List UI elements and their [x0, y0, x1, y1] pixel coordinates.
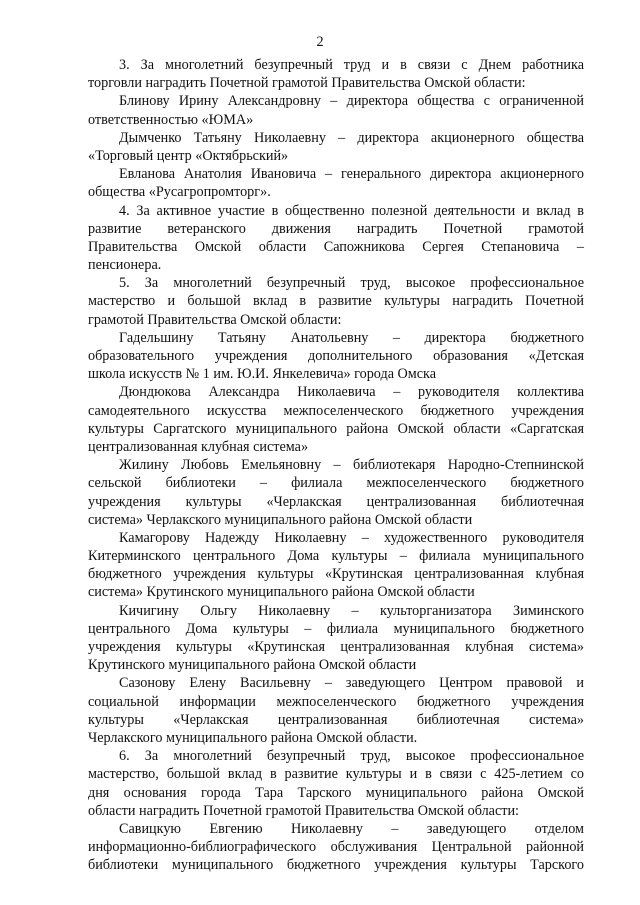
text-line: развитие ветеранского движения наградить Почетной грамотой — [88, 220, 584, 237]
text-line: мастерство и большой вклад в развитие культуры наградить Почетной — [88, 293, 584, 310]
text-line: Савицкую Евгению Николаевну – заведующего отделом — [119, 820, 584, 837]
text-line: библиотеки муниципального бюджетного учреждения культуры Тарского — [88, 857, 584, 874]
text-line: Дюндюкова Александра Николаевича – руководителя коллектива — [119, 384, 584, 401]
text-line: Жилину Любовь Емельяновну – библиотекаря Народно-Степнинской — [119, 457, 584, 474]
text-line: 6. За многолетний безупречный труд, высокое профессиональное — [119, 748, 584, 765]
text-line: бюджетного учреждения культуры «Крутинская централизованная клубная — [88, 566, 584, 583]
text-line: Евланова Анатолия Ивановича – генерального директора акционерного — [119, 166, 584, 183]
text-line: грамотой Правительства Омской области: — [88, 311, 342, 328]
text-line: Дымченко Татьяну Николаевну – директора акционерного общества — [119, 129, 584, 146]
text-line: ответственностью «ЮМА» — [88, 111, 254, 128]
text-line: школа искусств № 1 им. Ю.И. Янкелевича» города Омска — [88, 366, 437, 383]
text-line: система» Черлакского муниципального района Омской области — [88, 511, 473, 528]
text-line: система» Крутинского муниципального района Омской области — [88, 584, 475, 601]
text-line: «Торговый центр «Октябрьский» — [88, 147, 289, 164]
page-number: 2 — [316, 34, 324, 50]
text-line: информационно-библиографического обслуживания Центральной районной — [88, 839, 584, 856]
text-line: общества «Русагропромторг». — [88, 184, 271, 201]
text-line: торговли наградить Почетной грамотой Правительства Омской области: — [88, 75, 526, 92]
text-line: культуры Саргатского муниципального района Омской области «Саргатская — [88, 420, 584, 437]
text-line: учреждения культуры «Черлакская централизованная библиотечная — [88, 493, 584, 510]
text-line: Блинову Ирину Александровну – директора общества с ограниченной — [119, 93, 584, 110]
text-line: социальной информации межпоселенческого бюджетного учреждения — [88, 693, 584, 710]
text-line: центрального Дома культуры – филиала муниципального бюджетного — [88, 620, 584, 637]
text-line: Крутинского муниципального района Омской области — [88, 657, 417, 674]
text-line: 5. За многолетний безупречный труд, высокое профессиональное — [119, 275, 584, 292]
text-line: централизованная клубная система» — [88, 438, 309, 455]
text-line: 3. За многолетний безупречный труд и в связи с Днем работника — [119, 57, 584, 73]
text-line: пенсионера. — [88, 257, 162, 274]
text-line: образовательного учреждения дополнительного образования «Детская — [88, 348, 584, 364]
text-line: Правительства Омской области Сапожникова Сергея Степановича – — [88, 238, 584, 255]
text-line: 4. За активное участие в общественно полезной деятельности и вклад в — [119, 202, 584, 219]
text-line: Китерминского центрального Дома культуры – филиала муниципального — [88, 548, 584, 565]
text-line: самодеятельного искусства межпоселенческого бюджетного учреждения — [88, 402, 584, 419]
text-line: Кичигину Ольгу Николаевну – культорганизатора Зиминского — [119, 602, 584, 619]
text-line: сельской библиотеки – филиала межпоселенческого бюджетного — [88, 475, 584, 492]
text-line: учреждения культуры «Крутинская централизованная клубная система» — [88, 639, 584, 655]
text-line: культуры «Черлакская централизованная библиотечная система» — [88, 711, 584, 728]
text-line: области наградить Почетной грамотой Правительства Омской области: — [88, 802, 519, 819]
text-line: Камагорову Надежду Николаевну – художественного руководителя — [119, 529, 584, 546]
text-line: Сазонову Елену Васильевну – заведующего Центром правовой и — [119, 675, 584, 692]
text-line: Черлакского муниципального района Омской области. — [88, 729, 418, 746]
text-line: Гадельшину Татьяну Анатольевну – директора бюджетного — [119, 329, 584, 346]
text-line: мастерство, большой вклад в развитие культуры и в связи с 425-летием со — [88, 766, 584, 783]
document-body — [88, 56, 584, 874]
text-line: дня основания города Тара Тарского муниципального района Омской — [88, 784, 584, 801]
